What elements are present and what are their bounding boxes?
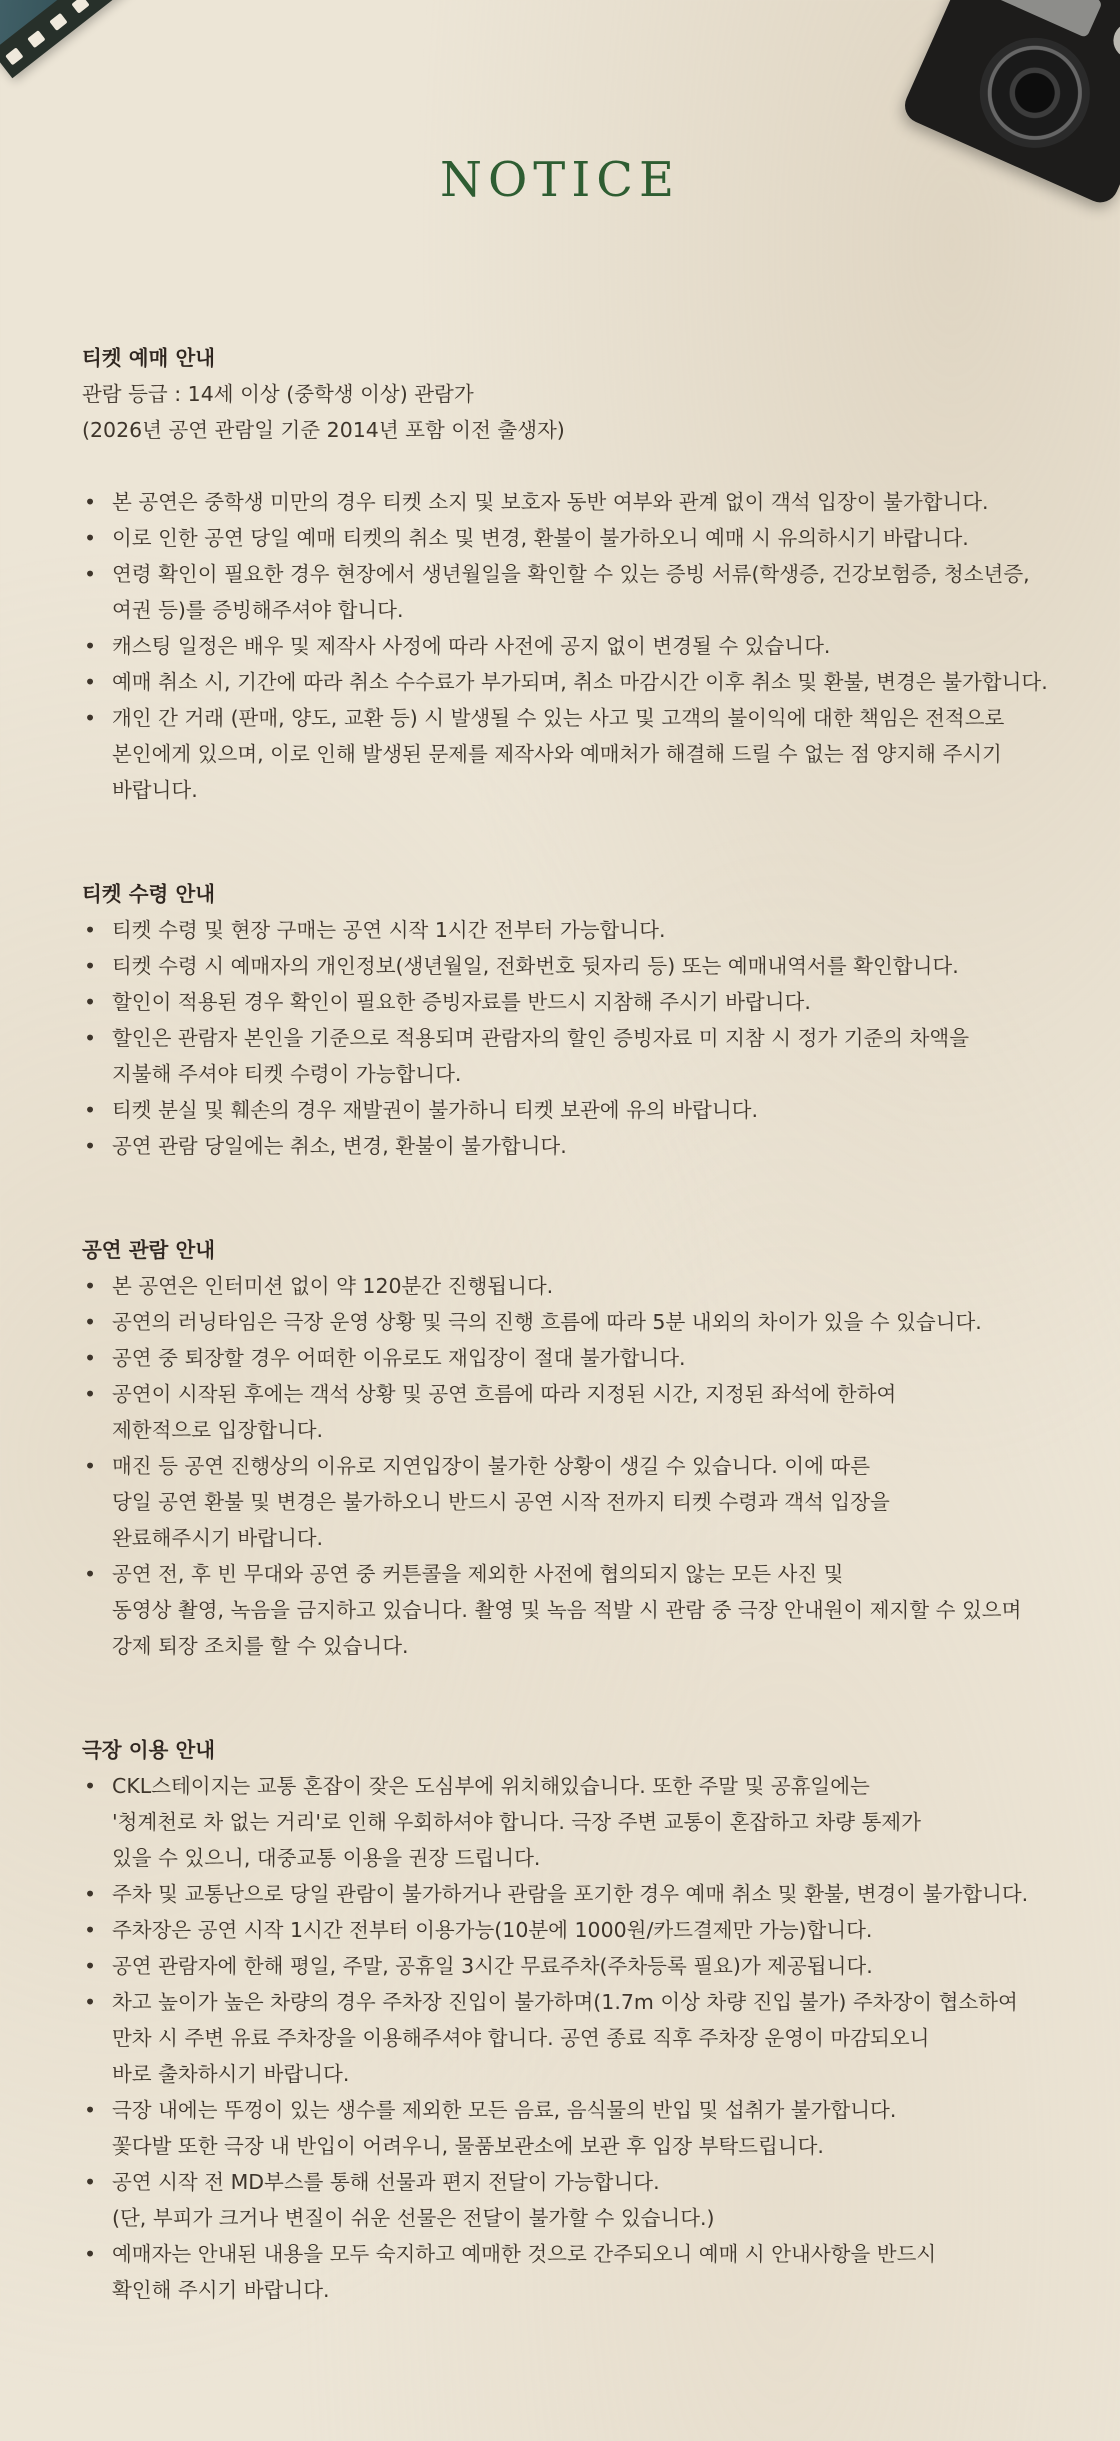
list-item [82,664,1082,700]
list-item-text: • 연령 확인이 필요한 경우 현장에서 생년월일을 확인할 수 있는 증빙 서류(학생증, 건강보험증, 청소년증, [112,562,1030,586]
list-item [82,1948,1082,1984]
list-item-text: 여권 등)를 증빙해주셔야 합니다. [112,598,404,622]
list-item [82,700,1082,808]
list-item-text: 당일 공연 환불 및 변경은 불가하오니 반드시 공연 시작 전까지 티켓 수령과 객석 입장을 [112,1490,890,1514]
list-item [82,2236,1082,2308]
notice-list [82,1768,1082,2308]
list-item-text: • 공연 시작 전 MD부스를 통해 선물과 편지 전달이 가능합니다. [112,2170,660,2194]
list-item-text: • 공연 전, 후 빈 무대와 공연 중 커튼콜을 제외한 사전에 협의되지 않는 모든 사진 및 [112,1562,844,1586]
list-item-text: • 캐스팅 일정은 배우 및 제작사 사정에 따라 사전에 공지 없이 변경될 수 있습니다. [112,634,831,658]
section-heading: 극장 이용 안내 [82,1738,216,1762]
list-item [82,1020,1082,1092]
list-item [82,1556,1082,1664]
notice-content [82,340,1082,2308]
list-item-text: • 이로 인한 공연 당일 예매 티켓의 취소 및 변경, 환불이 불가하오니 예매 시 유의하시기 바랍니다. [112,526,969,550]
list-item [82,1768,1082,1876]
list-item [82,1984,1082,2092]
list-item-text: • 공연이 시작된 후에는 객석 상황 및 공연 흐름에 따라 지정된 시간, 지정된 좌석에 한하여 [112,1382,897,1406]
list-item [82,1912,1082,1948]
section-heading: 티켓 수령 안내 [82,882,216,906]
list-item-text: 바로 출차하시기 바랍니다. [112,2062,350,2086]
list-item-text: 완료해주시기 바랍니다. [112,1526,324,1550]
list-item [82,1448,1082,1556]
section-heading: 티켓 예매 안내 [82,346,216,370]
list-item-text: • 주차장은 공연 시작 1시간 전부터 이용가능(10분에 1000원/카드결제만 가능)합니다. [112,1918,873,1942]
list-item-text: • 차고 높이가 높은 차량의 경우 주차장 진입이 불가하며(1.7m 이상 차량 진입 불가) 주차장이 협소하여 [112,1990,1018,2014]
list-item-text: • CKL스테이지는 교통 혼잡이 잦은 도심부에 위치해있습니다. 또한 주말 및 공휴일에는 [112,1774,870,1798]
list-item-text: 있을 수 있으니, 대중교통 이용을 권장 드립니다. [112,1846,541,1870]
list-item [82,1376,1082,1448]
list-item-text: • 할인은 관람자 본인을 기준으로 적용되며 관람자의 할인 증빙자료 미 지참 시 정가 기준의 차액을 [112,1026,970,1050]
list-item-text: (단, 부피가 크거나 변질이 쉬운 선물은 전달이 불가할 수 있습니다.) [112,2206,715,2230]
list-item-text: 확인해 주시기 바랍니다. [112,2278,330,2302]
list-item [82,948,1082,984]
page-title: NOTICE [439,152,681,208]
list-item-text: • 예매 취소 시, 기간에 따라 취소 수수료가 부가되며, 취소 마감시간 이후 취소 및 환불, 변경은 불가합니다. [112,670,1048,694]
list-item [82,1340,1082,1376]
list-item-text: • 공연 중 퇴장할 경우 어떠한 이유로도 재입장이 절대 불가합니다. [112,1346,686,1370]
list-item-text: 바랍니다. [112,778,198,802]
list-item-text: 강제 퇴장 조치를 할 수 있습니다. [112,1634,409,1658]
notice-list [82,912,1082,1164]
list-item-text: • 주차 및 교통난으로 당일 관람이 불가하거나 관람을 포기한 경우 예매 취소 및 환불, 변경이 불가합니다. [112,1882,1029,1906]
list-item-text: • 개인 간 거래 (판매, 양도, 교환 등) 시 발생될 수 있는 사고 및 고객의 불이익에 대한 책임은 전적으로 [112,706,1005,730]
list-item [82,1304,1082,1340]
list-item-text: • 공연 관람 당일에는 취소, 변경, 환불이 불가합니다. [112,1134,567,1158]
list-item [82,1128,1082,1164]
list-item-text: 만차 시 주변 유료 주차장을 이용해주셔야 합니다. 공연 종료 직후 주차장 운영이 마감되오니 [112,2026,930,2050]
notice-section [82,1732,1082,2308]
list-item-text: 제한적으로 입장합니다. [112,1418,324,1442]
notice-list [82,484,1082,808]
list-item-text: 지불해 주셔야 티켓 수령이 가능합니다. [112,1062,462,1086]
notice-section [82,1232,1082,1664]
list-item [82,628,1082,664]
list-item-text: • 예매자는 안내된 내용을 모두 숙지하고 예매한 것으로 간주되오니 예매 시 안내사항을 반드시 [112,2242,937,2266]
notice-section [82,340,1082,808]
list-item [82,984,1082,1020]
list-item-text: • 티켓 수령 시 예매자의 개인정보(생년월일, 전화번호 뒷자리 등) 또는 예매내역서를 확인합니다. [112,954,959,978]
list-item-text: • 공연의 러닝타임은 극장 운영 상황 및 극의 진행 흐름에 따라 5분 내외의 차이가 있을 수 있습니다. [112,1310,982,1334]
list-item [82,520,1082,556]
list-item-text: • 할인이 적용된 경우 확인이 필요한 증빙자료를 반드시 지참해 주시기 바랍니다. [112,990,811,1014]
list-item [82,912,1082,948]
list-item [82,1268,1082,1304]
film-strip-decoration [0,0,296,78]
list-item-text: • 티켓 분실 및 훼손의 경우 재발권이 불가하니 티켓 보관에 유의 바랍니다. [112,1098,758,1122]
list-item-text: • 본 공연은 중학생 미만의 경우 티켓 소지 및 보호자 동반 여부와 관계 없이 객석 입장이 불가합니다. [112,490,989,514]
list-item-text: • 티켓 수령 및 현장 구매는 공연 시작 1시간 전부터 가능합니다. [112,918,666,942]
list-item-text: • 매진 등 공연 진행상의 이유로 지연입장이 불가한 상황이 생길 수 있습니다. 이에 따른 [112,1454,871,1478]
list-item-text: • 극장 내에는 뚜껑이 있는 생수를 제외한 모든 음료, 음식물의 반입 및 섭취가 불가합니다. [112,2098,897,2122]
notice-list [82,1268,1082,1664]
list-item-text: '청계천로 차 없는 거리'로 인해 우회하셔야 합니다. 극장 주변 교통이 혼잡하고 차량 통제가 [112,1810,921,1834]
list-item-text: • 공연 관람자에 한해 평일, 주말, 공휴일 3시간 무료주차(주차등록 필요)가 제공됩니다. [112,1954,873,1978]
notice-section [82,876,1082,1164]
list-item [82,2092,1082,2164]
list-item [82,2164,1082,2236]
list-item-text: 꽃다발 또한 극장 내 반입이 어려우니, 물품보관소에 보관 후 입장 부탁드립니다. [112,2134,824,2158]
section-intro-line: 관람 등급 : 14세 이상 (중학생 이상) 관람가 [82,382,474,406]
list-item-text: 본인에게 있으며, 이로 인해 발생된 문제를 제작사와 예매처가 해결해 드릴 수 없는 점 양지해 주시기 [112,742,1002,766]
list-item-text: • 본 공연은 인터미션 없이 약 120분간 진행됩니다. [112,1274,554,1298]
list-item [82,1876,1082,1912]
list-item-text: 동영상 촬영, 녹음을 금지하고 있습니다. 촬영 및 녹음 적발 시 관람 중 극장 안내원이 제지할 수 있으며 [112,1598,1022,1622]
list-item [82,484,1082,520]
list-item [82,556,1082,628]
list-item [82,1092,1082,1128]
section-heading: 공연 관람 안내 [82,1238,216,1262]
section-intro-line: (2026년 공연 관람일 기준 2014년 포함 이전 출생자) [82,418,565,442]
